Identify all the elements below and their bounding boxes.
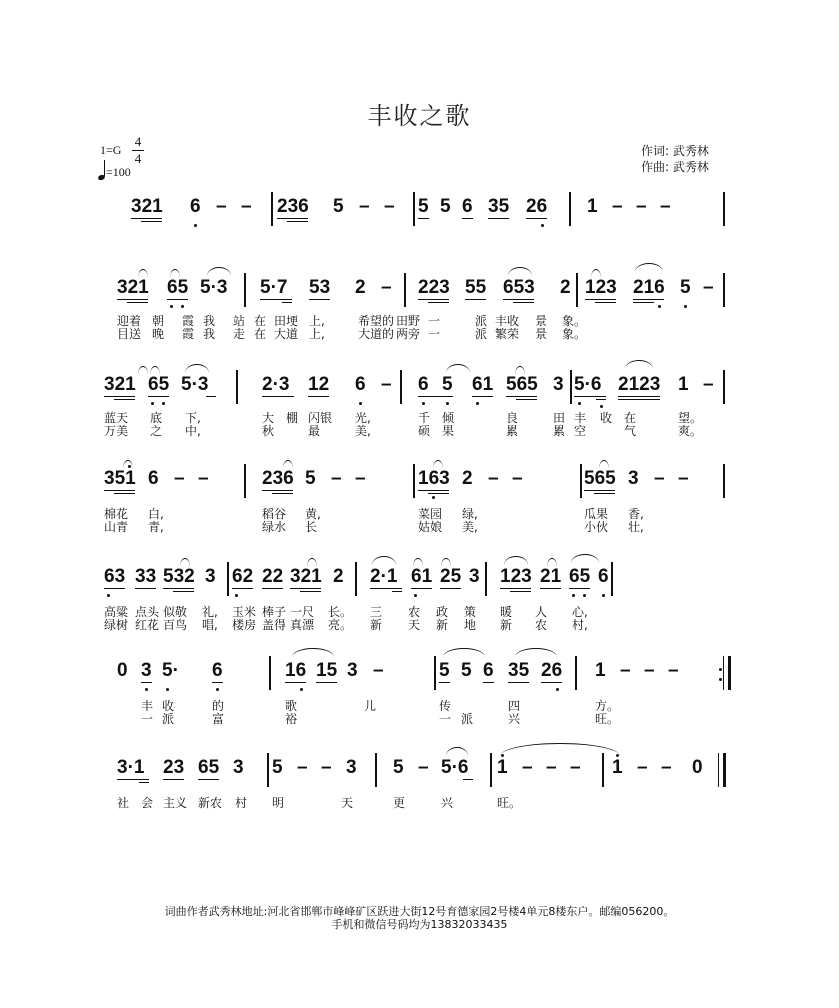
lyric: 霞 — [182, 327, 195, 341]
note-group: 3 — [233, 757, 244, 778]
note-group: 5 — [333, 196, 344, 217]
repeat-barline — [723, 656, 731, 690]
note-group: 65 — [167, 277, 189, 298]
lyricist: 作词: 武秀林 — [641, 144, 709, 158]
note-group: 2·3 — [262, 374, 290, 395]
barline — [244, 464, 246, 498]
note-group: 35 — [508, 660, 530, 681]
lyric: 心, — [572, 605, 588, 619]
note-group: 5·3 — [200, 277, 228, 298]
note-group: 21 — [540, 566, 562, 587]
dash: – — [384, 196, 395, 217]
lyric: 唱, — [202, 618, 218, 632]
barline — [723, 192, 725, 226]
note-group: 2 — [462, 468, 473, 489]
lyric: 象。 — [562, 314, 587, 328]
lyric: 美, — [355, 424, 371, 438]
dash: – — [546, 757, 557, 778]
lyric: 在 — [254, 327, 267, 341]
note-group: 6 — [212, 660, 223, 681]
note-group: 6 — [190, 196, 201, 217]
lyric: 闪银 — [308, 411, 333, 425]
note-group: 321 — [290, 566, 322, 587]
lyric: 旺。 — [595, 712, 620, 726]
note-group: 5 — [418, 196, 429, 217]
lyric: 棉花 — [104, 507, 129, 521]
note-group: 565 — [584, 468, 616, 489]
lyric: 收 — [162, 699, 175, 713]
barline — [602, 753, 604, 787]
lyric: 政 — [436, 605, 449, 619]
barline — [236, 370, 238, 404]
lyric: 良 — [506, 411, 519, 425]
note-group: 23 — [163, 757, 185, 778]
lyric: 盖得 — [262, 618, 287, 632]
barline — [413, 464, 415, 498]
barline — [575, 656, 577, 690]
footer-phone: 手机和微信号码均为13832033435 — [331, 918, 508, 931]
tempo-marking — [98, 160, 131, 180]
barline — [723, 370, 725, 404]
lyric: 蓝天 — [104, 411, 129, 425]
note-group: 5 — [439, 660, 450, 681]
dash: – — [418, 757, 429, 778]
lyric: 光, — [355, 411, 371, 425]
barline — [355, 562, 357, 596]
lyric: 村 — [235, 796, 248, 810]
dash: – — [570, 757, 581, 778]
lyric: 方。 — [595, 699, 620, 713]
note-group: 2 — [355, 277, 366, 298]
lyric: 霞 — [182, 314, 195, 328]
barline — [723, 273, 725, 307]
note-group: 65 — [198, 757, 220, 778]
lyric: 天 — [341, 796, 354, 810]
barline — [569, 192, 571, 226]
lyric: 百鸟 — [163, 618, 188, 632]
footer-address: 词曲作者武秀林地址:河北省邯郸市峰峰矿区跃进大街12号育德家园2号楼4单元8楼东户。邮编056200。 — [164, 905, 675, 918]
note-group: 236 — [277, 196, 309, 217]
lyric: 新农 — [198, 796, 223, 810]
lyric: 大 — [262, 411, 275, 425]
lyric: 新 — [436, 618, 449, 632]
lyric: 兴 — [441, 796, 454, 810]
tempo-value: =100 — [106, 165, 131, 179]
lyric: 白, — [148, 507, 164, 521]
lyric: 真漂 — [290, 618, 315, 632]
dash: – — [512, 468, 523, 489]
barline — [413, 192, 415, 226]
lyric: 长。 — [328, 605, 353, 619]
lyric: 农 — [535, 618, 548, 632]
lyric: 目送 — [117, 327, 142, 341]
note-group: 3 — [469, 566, 480, 587]
lyric: 气 — [624, 424, 637, 438]
note-group: 5 — [680, 277, 691, 298]
barline — [271, 192, 273, 226]
note-group: 123 — [585, 277, 617, 298]
note-group: 1 — [595, 660, 606, 681]
lyric: 我 — [203, 327, 216, 341]
note-group: 565 — [506, 374, 538, 395]
lyric: 千 — [418, 411, 431, 425]
lyric: 壮, — [628, 520, 644, 534]
note-group: 3 — [141, 660, 152, 681]
note-group: 223 — [418, 277, 450, 298]
note-group: 5 — [461, 660, 472, 681]
barline — [576, 273, 578, 307]
lyric: 丰 — [141, 699, 154, 713]
lyric: 在 — [254, 314, 267, 328]
dash: – — [678, 468, 689, 489]
lyric: 山青 — [104, 520, 129, 534]
barline — [267, 753, 269, 787]
lyric: 稻谷 — [262, 507, 287, 521]
lyric: 上, — [309, 314, 325, 328]
lyric: 田埂 — [274, 314, 299, 328]
lyric: 景 — [535, 327, 548, 341]
dash: – — [241, 196, 252, 217]
barline — [269, 656, 271, 690]
note-group: 3 — [205, 566, 216, 587]
barline — [485, 562, 487, 596]
lyric: 策 — [464, 605, 477, 619]
dash: – — [216, 196, 227, 217]
lyric: 景 — [535, 314, 548, 328]
note-group: 5·3 — [181, 374, 209, 395]
lyric: 象。 — [562, 327, 587, 341]
note-group: 2·1 — [370, 566, 398, 587]
lyric: 一 — [141, 712, 154, 726]
note-group: 5 — [440, 196, 451, 217]
barline — [244, 273, 246, 307]
note-group: 3 — [553, 374, 564, 395]
barline — [580, 464, 582, 498]
lyric: 累 — [553, 424, 566, 438]
note-group: 6 — [483, 660, 494, 681]
lyric: 歌 — [285, 699, 298, 713]
note-group: 6 — [418, 374, 429, 395]
lyric: 朝 — [152, 314, 165, 328]
lyric: 黄, — [305, 507, 321, 521]
lyric: 派 — [475, 314, 488, 328]
note-group: 3 — [346, 757, 357, 778]
barline — [490, 753, 492, 787]
key-signature: 1=G — [100, 143, 122, 157]
repeat-dot — [719, 668, 722, 671]
note-group: 6 — [598, 566, 609, 587]
note-group: 3 — [347, 660, 358, 681]
barline — [400, 370, 402, 404]
lyric: 迎着 — [117, 314, 142, 328]
lyric: 派 — [162, 712, 175, 726]
lyric: 的 — [212, 699, 225, 713]
lyric: 暖 — [500, 605, 513, 619]
lyric: 更 — [393, 796, 406, 810]
lyric: 大道的 — [358, 327, 395, 341]
lyric: 果 — [442, 424, 455, 438]
lyric: 繁荣 — [495, 327, 520, 341]
note-group: 163 — [418, 468, 450, 489]
lyric: 高粱 — [104, 605, 129, 619]
credits — [641, 143, 709, 175]
lyric: 派 — [475, 327, 488, 341]
note-group: 6 — [462, 196, 473, 217]
note-group: 53 — [309, 277, 331, 298]
lyric: 绿树 — [104, 618, 129, 632]
note-group: 35 — [488, 196, 510, 217]
lyric: 秋 — [262, 424, 275, 438]
dash: – — [668, 660, 679, 681]
dash: – — [703, 374, 714, 395]
note-group: 123 — [500, 566, 532, 587]
lyric: 旺。 — [497, 796, 522, 810]
note-group: 1 — [497, 757, 508, 778]
lyric: 三 — [370, 605, 383, 619]
lyric: 新 — [500, 618, 513, 632]
lyric: 一尺 — [290, 605, 315, 619]
lyric: 兴 — [508, 712, 521, 726]
lyric: 硕 — [418, 424, 431, 438]
note-group: 0 — [117, 660, 128, 681]
dash: – — [636, 196, 647, 217]
lyric: 楼房 — [232, 618, 257, 632]
note-group: 15 — [316, 660, 338, 681]
lyric: 红花 — [135, 618, 160, 632]
lyric: 人 — [535, 605, 548, 619]
barline — [404, 273, 406, 307]
note-group: 216 — [633, 277, 665, 298]
lyric: 儿 — [364, 699, 377, 713]
note-group: 25 — [440, 566, 462, 587]
note-group: 532 — [163, 566, 195, 587]
lyric: 天 — [408, 618, 421, 632]
barline — [611, 562, 613, 596]
note-group: 65 — [148, 374, 170, 395]
dash: – — [359, 196, 370, 217]
note-group: 63 — [104, 566, 126, 587]
lyric: 四 — [508, 699, 521, 713]
note-group: 26 — [526, 196, 548, 217]
note-group: 5·6 — [574, 374, 602, 395]
lyric: 一 — [439, 712, 452, 726]
lyric: 小伙 — [584, 520, 609, 534]
note-group: 5·7 — [260, 277, 288, 298]
repeat-dot — [719, 678, 722, 681]
author-address-footer — [0, 905, 839, 931]
barline — [570, 370, 572, 404]
note-group: 236 — [262, 468, 294, 489]
lyric: 瓜果 — [584, 507, 609, 521]
note-group: 5 — [272, 757, 283, 778]
note-group: 321 — [117, 277, 149, 298]
lyric: 收 — [600, 411, 613, 425]
final-barline — [718, 753, 726, 787]
dash: – — [620, 660, 631, 681]
note-group: 2 — [560, 277, 571, 298]
lyric: 田野 — [396, 314, 421, 328]
dash: – — [373, 660, 384, 681]
quarter-note-icon — [98, 160, 106, 180]
note-group: 1 — [587, 196, 598, 217]
note-group: 2 — [333, 566, 344, 587]
lyric: 地 — [464, 618, 477, 632]
lyric: 倾 — [442, 411, 455, 425]
lyric: 村, — [572, 618, 588, 632]
note-group: 55 — [465, 277, 487, 298]
note-group: 6 — [148, 468, 159, 489]
lyric: 香, — [628, 507, 644, 521]
dash: – — [488, 468, 499, 489]
lyric: 农 — [408, 605, 421, 619]
note-group: 1 — [678, 374, 689, 395]
lyric: 希望的 — [358, 314, 395, 328]
lyric: 站 — [233, 314, 246, 328]
dash: – — [637, 757, 648, 778]
lyric: 青, — [148, 520, 164, 534]
lyric: 大道 — [274, 327, 299, 341]
lyric: 累 — [506, 424, 519, 438]
dash: – — [297, 757, 308, 778]
song-title: 丰收之歌 — [367, 102, 472, 130]
note-group: 61 — [472, 374, 494, 395]
lyric: 望。 — [678, 411, 703, 425]
lyric: 似敬 — [163, 605, 188, 619]
lyric: 走 — [233, 327, 246, 341]
lyric: 空 — [574, 424, 587, 438]
lyric: 棒子 — [262, 605, 287, 619]
time-signature-top: 4 — [134, 134, 142, 149]
note-group: 61 — [411, 566, 433, 587]
lyric: 新 — [370, 618, 383, 632]
dash: – — [644, 660, 655, 681]
lyric: 姑娘 — [418, 520, 443, 534]
lyric: 我 — [203, 314, 216, 328]
lyric: 一 — [428, 314, 441, 328]
lyric: 爽。 — [678, 424, 703, 438]
note-group: 5·6 — [441, 757, 469, 778]
lyric: 两旁 — [396, 327, 421, 341]
lyric: 主义 — [163, 796, 188, 810]
dash: – — [174, 468, 185, 489]
lyric: 丰 — [574, 411, 587, 425]
dash: – — [381, 277, 392, 298]
rest: 0 — [692, 757, 703, 778]
lyric: 万美 — [104, 424, 129, 438]
note-group: 321 — [104, 374, 136, 395]
dash: – — [654, 468, 665, 489]
dash: – — [321, 757, 332, 778]
lyric: 绿, — [462, 507, 478, 521]
lyric: 晚 — [152, 327, 165, 341]
dash: – — [522, 757, 533, 778]
note-group: 26 — [541, 660, 563, 681]
barline — [375, 753, 377, 787]
dash: – — [660, 196, 671, 217]
note-group: 321 — [131, 196, 163, 217]
note-group: 5 — [393, 757, 404, 778]
time-signature — [132, 135, 144, 166]
note-group: 351 — [104, 468, 136, 489]
lyric: 明 — [272, 796, 285, 810]
lyric: 富 — [212, 712, 225, 726]
note-group: 3 — [628, 468, 639, 489]
barline — [723, 464, 725, 498]
composer: 作曲: 武秀林 — [641, 160, 709, 174]
lyric: 上, — [309, 327, 325, 341]
lyric: 中, — [185, 424, 201, 438]
note-group: 5· — [162, 660, 179, 681]
lyric: 社 — [117, 796, 130, 810]
note-group: 65 — [569, 566, 591, 587]
lyric: 绿水 — [262, 520, 287, 534]
dash: – — [331, 468, 342, 489]
note-group: 62 — [232, 566, 254, 587]
lyric: 玉米 — [232, 605, 257, 619]
lyric: 一 — [428, 327, 441, 341]
note-group: 2123 — [618, 374, 661, 395]
time-signature-bottom: 4 — [134, 151, 142, 166]
lyric: 最 — [308, 424, 321, 438]
lyric: 裕 — [285, 712, 298, 726]
note-group: 6 — [355, 374, 366, 395]
lyric: 礼, — [202, 605, 218, 619]
note-group: 22 — [262, 566, 284, 587]
dash: – — [381, 374, 392, 395]
lyric: 菜园 — [418, 507, 443, 521]
lyric: 传 — [439, 699, 452, 713]
lyric: 在 — [624, 411, 637, 425]
note-group: 653 — [503, 277, 535, 298]
lyric: 下, — [185, 411, 201, 425]
lyric: 会 — [141, 796, 154, 810]
dash: – — [661, 757, 672, 778]
lyric: 田 — [553, 411, 566, 425]
note-group: 3·1 — [117, 757, 145, 778]
note-group: 5 — [305, 468, 316, 489]
note-group: 33 — [135, 566, 157, 587]
dash: – — [198, 468, 209, 489]
lyric: 丰收 — [495, 314, 520, 328]
lyric: 长 — [305, 520, 318, 534]
dash: – — [612, 196, 623, 217]
dash: – — [703, 277, 714, 298]
lyric: 棚 — [286, 411, 299, 425]
barline — [434, 656, 436, 690]
note-group: 12 — [308, 374, 330, 395]
lyric: 派 — [461, 712, 474, 726]
lyric: 美, — [462, 520, 478, 534]
lyric: 底 — [150, 411, 163, 425]
lyric: 亮。 — [328, 618, 353, 632]
dash: – — [355, 468, 366, 489]
note-group: 5 — [442, 374, 453, 395]
lyric: 之 — [150, 424, 163, 438]
note-group: 16 — [285, 660, 307, 681]
note-group: 1 — [612, 757, 623, 778]
lyric: 点头 — [135, 605, 160, 619]
barline — [227, 562, 229, 596]
